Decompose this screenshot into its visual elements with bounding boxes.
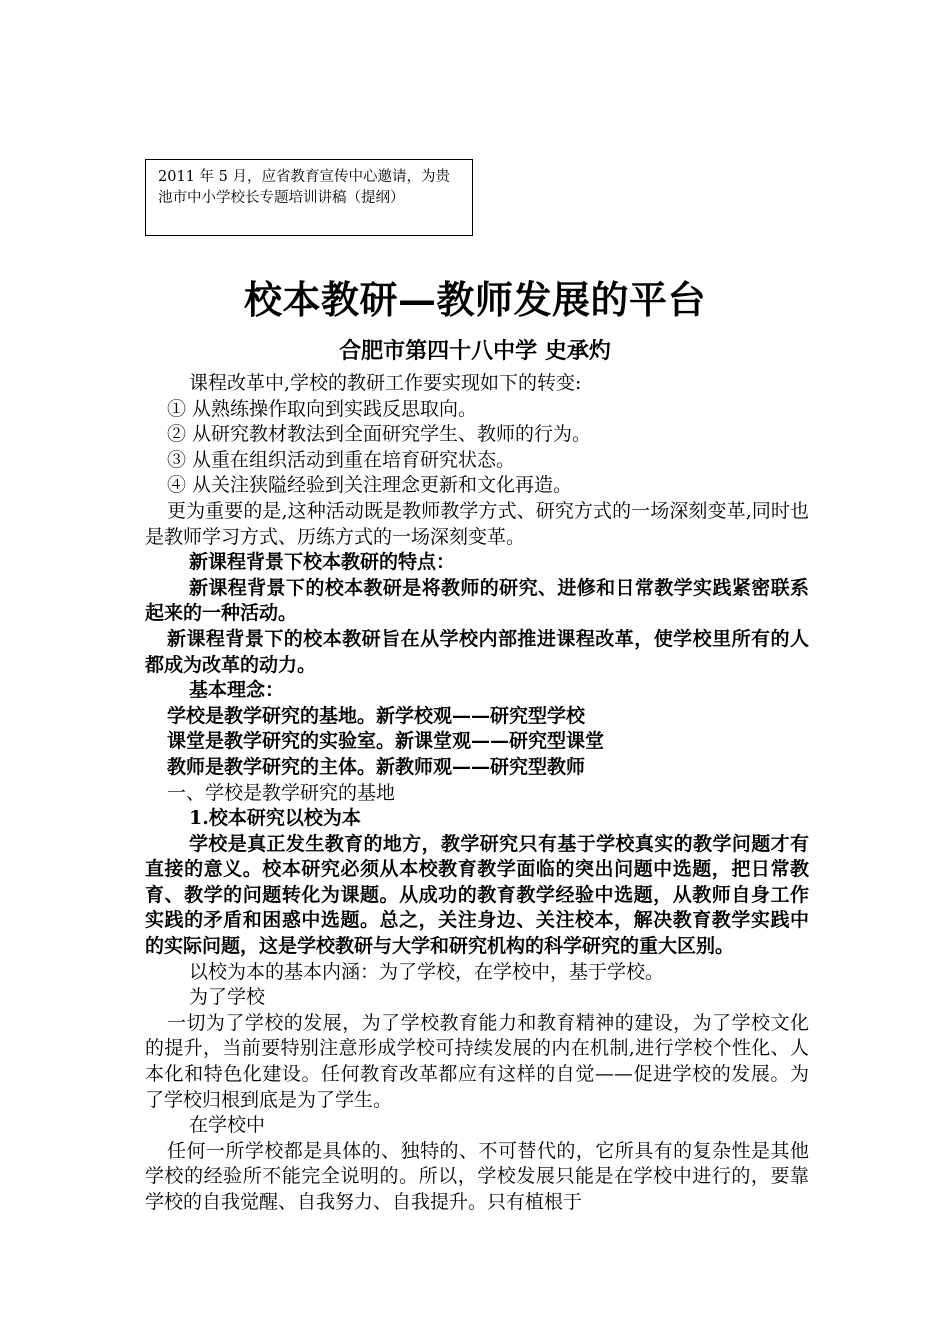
note-line-1: 2011 年 5 月，应省教育宣传中心邀请，为贵 — [158, 169, 450, 185]
subsection-heading: 为了学校 — [189, 986, 266, 1009]
subsection-heading: 1.校本研究以校为本 — [189, 807, 361, 830]
page-title: 校本教研—教师发展的平台 — [243, 277, 706, 322]
paragraph: 以校为本的基本内涵：为了学校，在学校中，基于学校。 — [189, 960, 665, 983]
principle-item: 学校是教学研究的基地。新学校观——研究型学校 — [167, 704, 586, 727]
paragraph: 新课程背景下的校本教研旨在从学校内部推进课程改革，使学校里所有的人都成为改革的动力。 — [145, 627, 809, 676]
principle-item: 教师是教学研究的主体。新教师观——研究型教师 — [167, 755, 586, 778]
section-heading: 基本理念： — [189, 679, 285, 702]
section-heading: 新课程背景下校本教研的特点： — [189, 551, 456, 574]
principle-item: 课堂是教学研究的实验室。新课堂观——研究型课堂 — [167, 730, 605, 753]
list-item: ② 从研究教材教法到全面研究学生、教师的行为。 — [167, 423, 592, 446]
paragraph: 新课程背景下的校本教研是将教师的研究、进修和日常教学实践紧密联系起来的一种活动。 — [145, 576, 809, 625]
paragraph: 一切为了学校的发展，为了学校教育能力和教育精神的建设，为了学校文化的提升，当前要特别注意形成学校可持续发展的内在机制,进行学校个性化、人本化和特色化建设。任何教育改革都应有这样的自觉——促进学校的发展。为了学校归根到底是为了学生。 — [145, 1011, 809, 1111]
paragraph: 更为重要的是,这种活动既是教师教学方式、研究方式的一场深刻变革,同时也是教师学习方式、历练方式的一场深刻变革。 — [145, 499, 809, 548]
document-body — [145, 371, 809, 1216]
paragraph: 课程改革中,学校的教研工作要实现如下的转变: — [189, 372, 582, 394]
section-heading: 一、学校是教学研究的基地 — [167, 781, 396, 804]
paragraph: 学校是真正发生教育的地方，教学研究只有基于学校真实的教学问题才有直接的意义。校本研究必须从本校教育教学面临的突出问题中选题，把日常教育、教学的问题转化为课题。从成功的教育教学经验中选题，从教师自身工作实践的矛盾和困惑中选题。总之，关注身边、关注校本，解决教育教学实践中的实际问题，这是学校教研与大学和研究机构的科学研究的重大区别。 — [145, 832, 809, 958]
list-item: ① 从熟练操作取向到实践反思取向。 — [167, 397, 478, 420]
note-line-2: 池市中小学校长专题培训讲稿（提纲） — [158, 190, 405, 206]
author-line: 合肥市第四十八中学 史承灼 — [339, 338, 611, 364]
note-box — [145, 159, 473, 236]
subsection-heading: 在学校中 — [189, 1114, 266, 1137]
list-item: ③ 从重在组织活动到重在培育研究状态。 — [167, 448, 516, 471]
paragraph: 任何一所学校都是具体的、独特的、不可替代的，它所具有的复杂性是其他学校的经验所不能完全说明的。所以，学校发展只能是在学校中进行的，要靠学校的自我觉醒、自我努力、自我提升。只有植根于 — [145, 1139, 809, 1213]
list-item: ④ 从关注狭隘经验到关注理念更新和文化再造。 — [167, 474, 573, 497]
